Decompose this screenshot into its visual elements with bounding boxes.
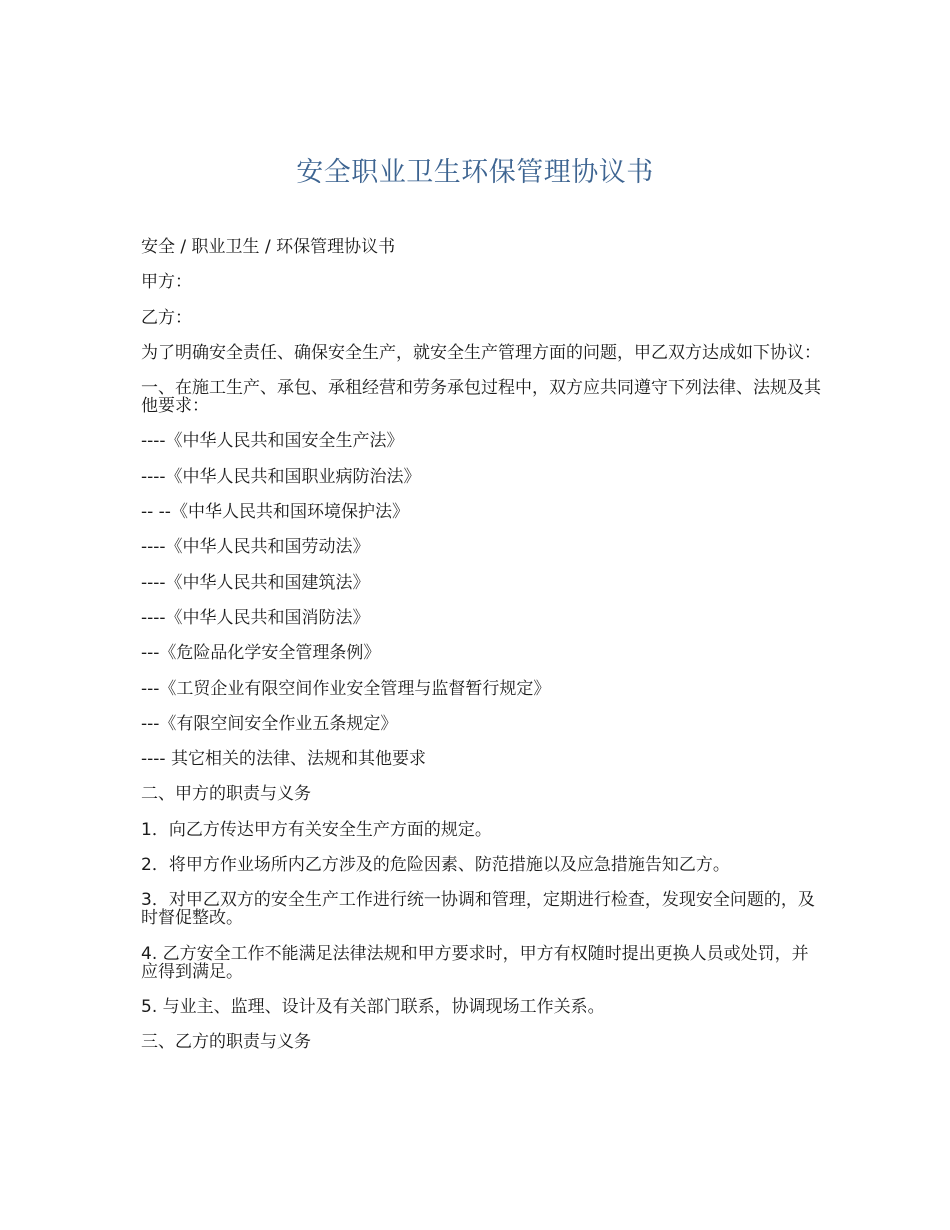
subtitle-line: 安全 / 职业卫生 / 环保管理协议书 [141, 237, 396, 257]
section-one-paragraph: 一、在施工生产、承包、承租经营和劳务承包过程中，双方应共同遵守下列法律、法规及其他要求： [141, 378, 821, 417]
party-b-line: 乙方： [141, 307, 192, 328]
party-a-line: 甲方： [141, 272, 192, 293]
document-body [141, 238, 821, 1069]
law-item: ---《工贸企业有限空间作业安全管理与监督暂行规定》 [141, 678, 551, 699]
section-heading: 三、乙方的职责与义务 [141, 1032, 311, 1053]
law-item: ---- 其它相关的法律、法规和其他要求 [141, 749, 426, 770]
law-item: ----《中华人民共和国建筑法》 [141, 572, 370, 593]
duty-item: 4. 乙方安全工作不能满足法律法规和甲方要求时，甲方有权随时提出更换人员或处罚，并应得到满足。 [141, 943, 809, 982]
duty-item: 2．将甲方作业场所内乙方涉及的危险因素、防范措施以及应急措施告知乙方。 [141, 855, 730, 876]
duty-item: 3．对甲乙双方的安全生产工作进行统一协调和管理，定期进行检查，发现安全问题的，及时督促整改。 [141, 890, 815, 929]
law-item: -- --《中华人民共和国环境保护法》 [141, 502, 409, 523]
law-item: ---《有限空间安全作业五条规定》 [141, 713, 398, 734]
law-item: ----《中华人民共和国安全生产法》 [141, 431, 404, 452]
duty-item: 5. 与业主、监理、设计及有关部门联系，协调现场工作关系。 [141, 996, 605, 1017]
section-heading: 二、甲方的职责与义务 [141, 784, 311, 805]
law-item: ----《中华人民共和国职业病防治法》 [141, 466, 421, 487]
preamble-paragraph: 为了明确安全责任、确保安全生产，就安全生产管理方面的问题，甲乙双方达成如下协议： [141, 342, 821, 363]
document-title: 安全职业卫生环保管理协议书 [296, 157, 654, 188]
duty-item: 1．向乙方传达甲方有关安全生产方面的规定。 [141, 819, 492, 840]
law-item: ----《中华人民共和国劳动法》 [141, 537, 370, 558]
law-item: ----《中华人民共和国消防法》 [141, 607, 370, 628]
law-item: ---《危险品化学安全管理条例》 [141, 643, 381, 664]
